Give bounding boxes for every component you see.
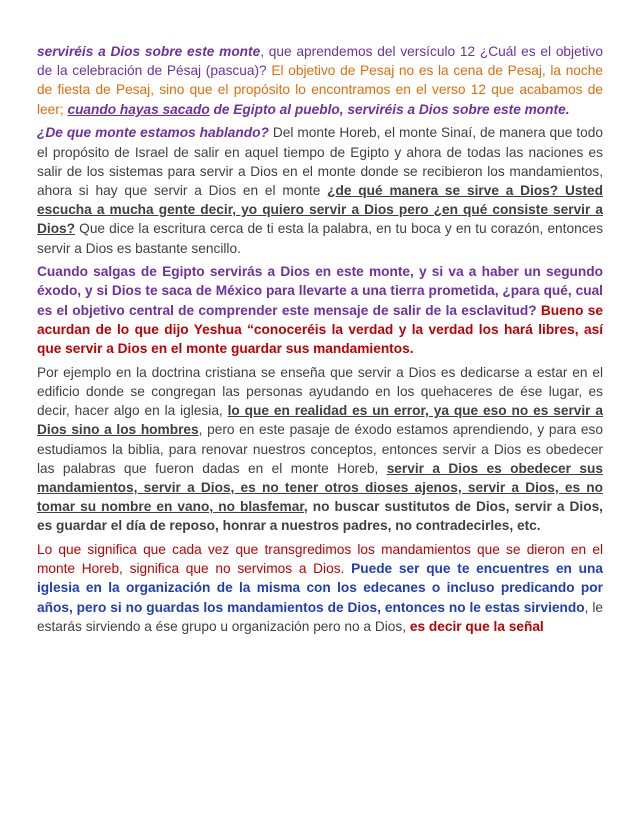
p1-verse-quote: serviréis a Dios sobre este monte bbox=[37, 44, 261, 59]
p1-underlined-phrase: cuando hayas sacado bbox=[67, 101, 210, 117]
document-page bbox=[37, 42, 603, 636]
paragraph-3 bbox=[37, 262, 603, 358]
paragraph-4 bbox=[37, 363, 603, 536]
p4-underlined-commandments: servir a Dios es obedecer sus mandamientos, servir a Dios, es no tener otros dioses ajenos, servir a Dios, es no tomar su nombre en vano, no blasfemar bbox=[37, 460, 604, 515]
p4-intro: Por ejemplo en la doctrina cristiana se enseña que servir a Dios es dedicarse a estar en el edificio donde se congregan las personas ayudando en los quehaceres de ése lugar, es decir, hacer algo en la iglesia, bbox=[37, 364, 603, 419]
p4-middle: , pero en este pasaje de éxodo estamos aprendiendo, y para eso estudiamos la biblia, para renovar nuestros conceptos, entonces servir a Dios es obedecer las palabras que fueron dadas en el monte Horeb, bbox=[37, 422, 603, 476]
p3-purple-text: Cuando salgas de Egipto servirás a Dios en este monte, y si va a haber un segundo éxodo, y si Dios te saca de México para llevarte a una tierra prometida, ¿para qué, cual es el objetivo central de comprender este mensaje de salir de la esclavitud? bbox=[37, 264, 603, 318]
p5-red-text: Lo que significa que cada vez que transgredimos los mandamientos que se dieron en el monte Horeb, significa que no servimos a Dios. bbox=[37, 542, 603, 577]
p1-question: , que aprendemos del versículo 12 ¿Cuál es el objetivo de la celebración de Pésaj (pascua)? bbox=[37, 44, 604, 79]
paragraph-2 bbox=[37, 123, 603, 257]
p4-bold-end: , no buscar sustitutos de Dios, servir a Dios, es guardar el día de reposo, honrar a nuestros padres, no contradecirles, etc. bbox=[37, 499, 603, 534]
p2-body: Del monte Horeb, el monte Sinaí, de manera que todo el propósito de Israel de salir en aquel tiempo de Egipto y ahora de todas las naciones es salir de los sistemas para servir a Dios en el monte donde se recibieron los mandamientos, ahora si hay que servir a Dios en el monte bbox=[37, 125, 603, 198]
p2-conclusion: Que dice la escritura cerca de ti esta la palabra, en tu boca y en tu corazón, entonces servir a Dios es bastante sencillo. bbox=[37, 221, 603, 256]
paragraph-1 bbox=[37, 42, 603, 119]
paragraph-5 bbox=[37, 540, 603, 636]
p1-explanation: El objetivo de Pesaj no es la cena de Pesaj, la noche de fiesta de Pesaj, sino que el propósito lo encontramos en el verso 12 que acabamos de leer; bbox=[37, 63, 603, 117]
p4-underlined-error: lo que en realidad es un error, ya que eso no es servir a Dios sino a los hombres bbox=[37, 403, 604, 438]
p5-plain-text: , le estarás sirviendo a ése grupo u organización pero no a Dios, bbox=[37, 599, 603, 634]
p2-question: ¿De que monte estamos hablando? bbox=[37, 125, 269, 141]
p5-red-ending: es decir que la señal bbox=[409, 618, 544, 634]
p5-blue-text: Puede ser que te encuentres en una iglesia en la organización de la misma con los edecanes o incluso predicando por años, pero si no guardas los mandamientos de Dios, entonces no le estas sirviendo bbox=[37, 561, 603, 615]
p2-underlined-question: ¿de qué manera se sirve a Dios? Usted escucha a mucha gente decir, yo quiero servir a Dios pero ¿en qué consiste servir a Dios? bbox=[37, 182, 603, 237]
p3-red-text: Bueno se acurdan de lo que dijo Yeshua “conoceréis la verdad y la verdad los hará libres, así que servir a Dios en el monte guardar sus mandamientos. bbox=[37, 302, 603, 357]
p1-verse-end: de Egipto al pueblo, serviréis a Dios sobre este monte. bbox=[209, 101, 570, 117]
